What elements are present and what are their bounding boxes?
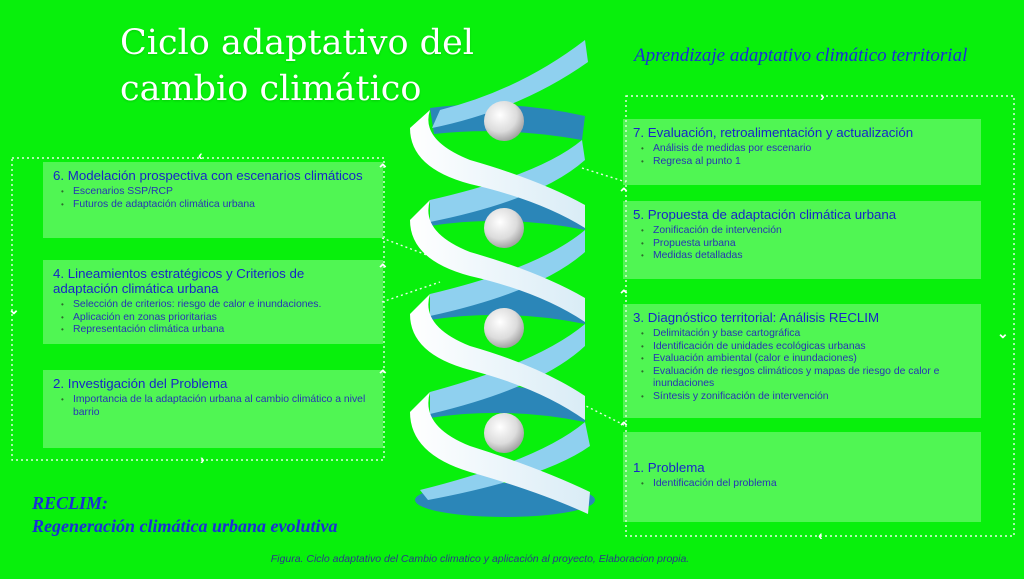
step-item: • Regresa al punto 1 bbox=[633, 156, 971, 169]
diagram-subtitle: Aprendizaje adaptativo climático territorial bbox=[634, 45, 968, 66]
helix-sphere bbox=[484, 413, 524, 453]
chevron-down-icon: ⌄ bbox=[8, 301, 20, 317]
step-2-box bbox=[43, 370, 383, 448]
reclim-title: RECLIM: bbox=[32, 493, 109, 513]
step-title: 3. Diagnóstico territorial: Análisis RECLIM bbox=[633, 310, 880, 325]
chevron-up-icon: ⌃ bbox=[618, 419, 630, 435]
arrow-right-icon: › bbox=[820, 88, 825, 104]
figure-caption: Figura. Ciclo adaptativo del Cambio climatico y aplicación al proyecto, Elaboracion propia. bbox=[270, 553, 690, 565]
step-5-box bbox=[623, 201, 981, 279]
reclim-subtitle: Regeneración climática urbana evolutiva bbox=[32, 516, 338, 536]
step-item: • Síntesis y zonificación de intervención bbox=[633, 391, 971, 404]
step-item: • Evaluación de riesgos climáticos y mapas de riesgo de calor e inundaciones bbox=[633, 366, 971, 391]
step-item: • Importancia de la adaptación urbana al cambio climático a nivel barrio bbox=[53, 394, 373, 419]
diagram-title: Ciclo adaptativo del cambio climático bbox=[120, 23, 474, 109]
step-item: • Representación climática urbana bbox=[53, 324, 373, 337]
chevron-down-icon: ⌄ bbox=[997, 325, 1009, 341]
chevron-up-icon: ⌃ bbox=[377, 161, 389, 177]
step-title: 2. Investigación del Problema bbox=[53, 376, 228, 391]
step-item: • Escenarios SSP/RCP bbox=[53, 186, 373, 199]
step-6-box bbox=[43, 162, 383, 238]
step-7-box bbox=[623, 119, 981, 185]
step-title: 5. Propuesta de adaptación climática urbana bbox=[633, 207, 897, 222]
step-item: • Análisis de medidas por escenario bbox=[633, 143, 971, 156]
step-item: • Futuros de adaptación climática urbana bbox=[53, 199, 373, 212]
arrow-left-icon: ‹ bbox=[818, 527, 823, 543]
step-3-box bbox=[623, 304, 981, 418]
step-item: • Identificación de unidades ecológicas urbanas bbox=[633, 341, 971, 354]
helix-sphere bbox=[484, 208, 524, 248]
chevron-up-icon: ⌃ bbox=[618, 287, 630, 303]
step-title: 6. Modelación prospectiva con escenarios climáticos bbox=[53, 168, 363, 183]
step-item: • Delimitación y base cartográfica bbox=[633, 328, 971, 341]
helix-sphere bbox=[484, 308, 524, 348]
step-1-box bbox=[623, 432, 981, 522]
step-title: 4. Lineamientos estratégicos y Criterios de adaptación climática urbana bbox=[53, 266, 305, 296]
chevron-up-icon: ⌃ bbox=[377, 261, 389, 277]
arrow-right-icon: › bbox=[200, 451, 205, 467]
arrow-left-icon: ‹ bbox=[198, 147, 203, 163]
step-item: • Zonificación de intervención bbox=[633, 225, 971, 238]
step-item: • Evaluación ambiental (calor e inundaciones) bbox=[633, 353, 971, 366]
step-title: 1. Problema bbox=[633, 460, 705, 475]
step-4-box bbox=[43, 260, 383, 344]
step-item: • Medidas detalladas bbox=[633, 250, 971, 263]
step-item: • Identificación del problema bbox=[633, 478, 971, 491]
chevron-up-icon: ⌃ bbox=[618, 185, 630, 201]
step-title: 7. Evaluación, retroalimentación y actualización bbox=[633, 125, 914, 140]
step-item: • Propuesta urbana bbox=[633, 238, 971, 251]
step-item: • Aplicación en zonas prioritarias bbox=[53, 312, 373, 325]
chevron-up-icon: ⌃ bbox=[377, 367, 389, 383]
helix-sphere bbox=[484, 101, 524, 141]
reclim-label bbox=[32, 492, 432, 538]
step-item: • Selección de criterios: riesgo de calor e inundaciones. bbox=[53, 299, 373, 312]
